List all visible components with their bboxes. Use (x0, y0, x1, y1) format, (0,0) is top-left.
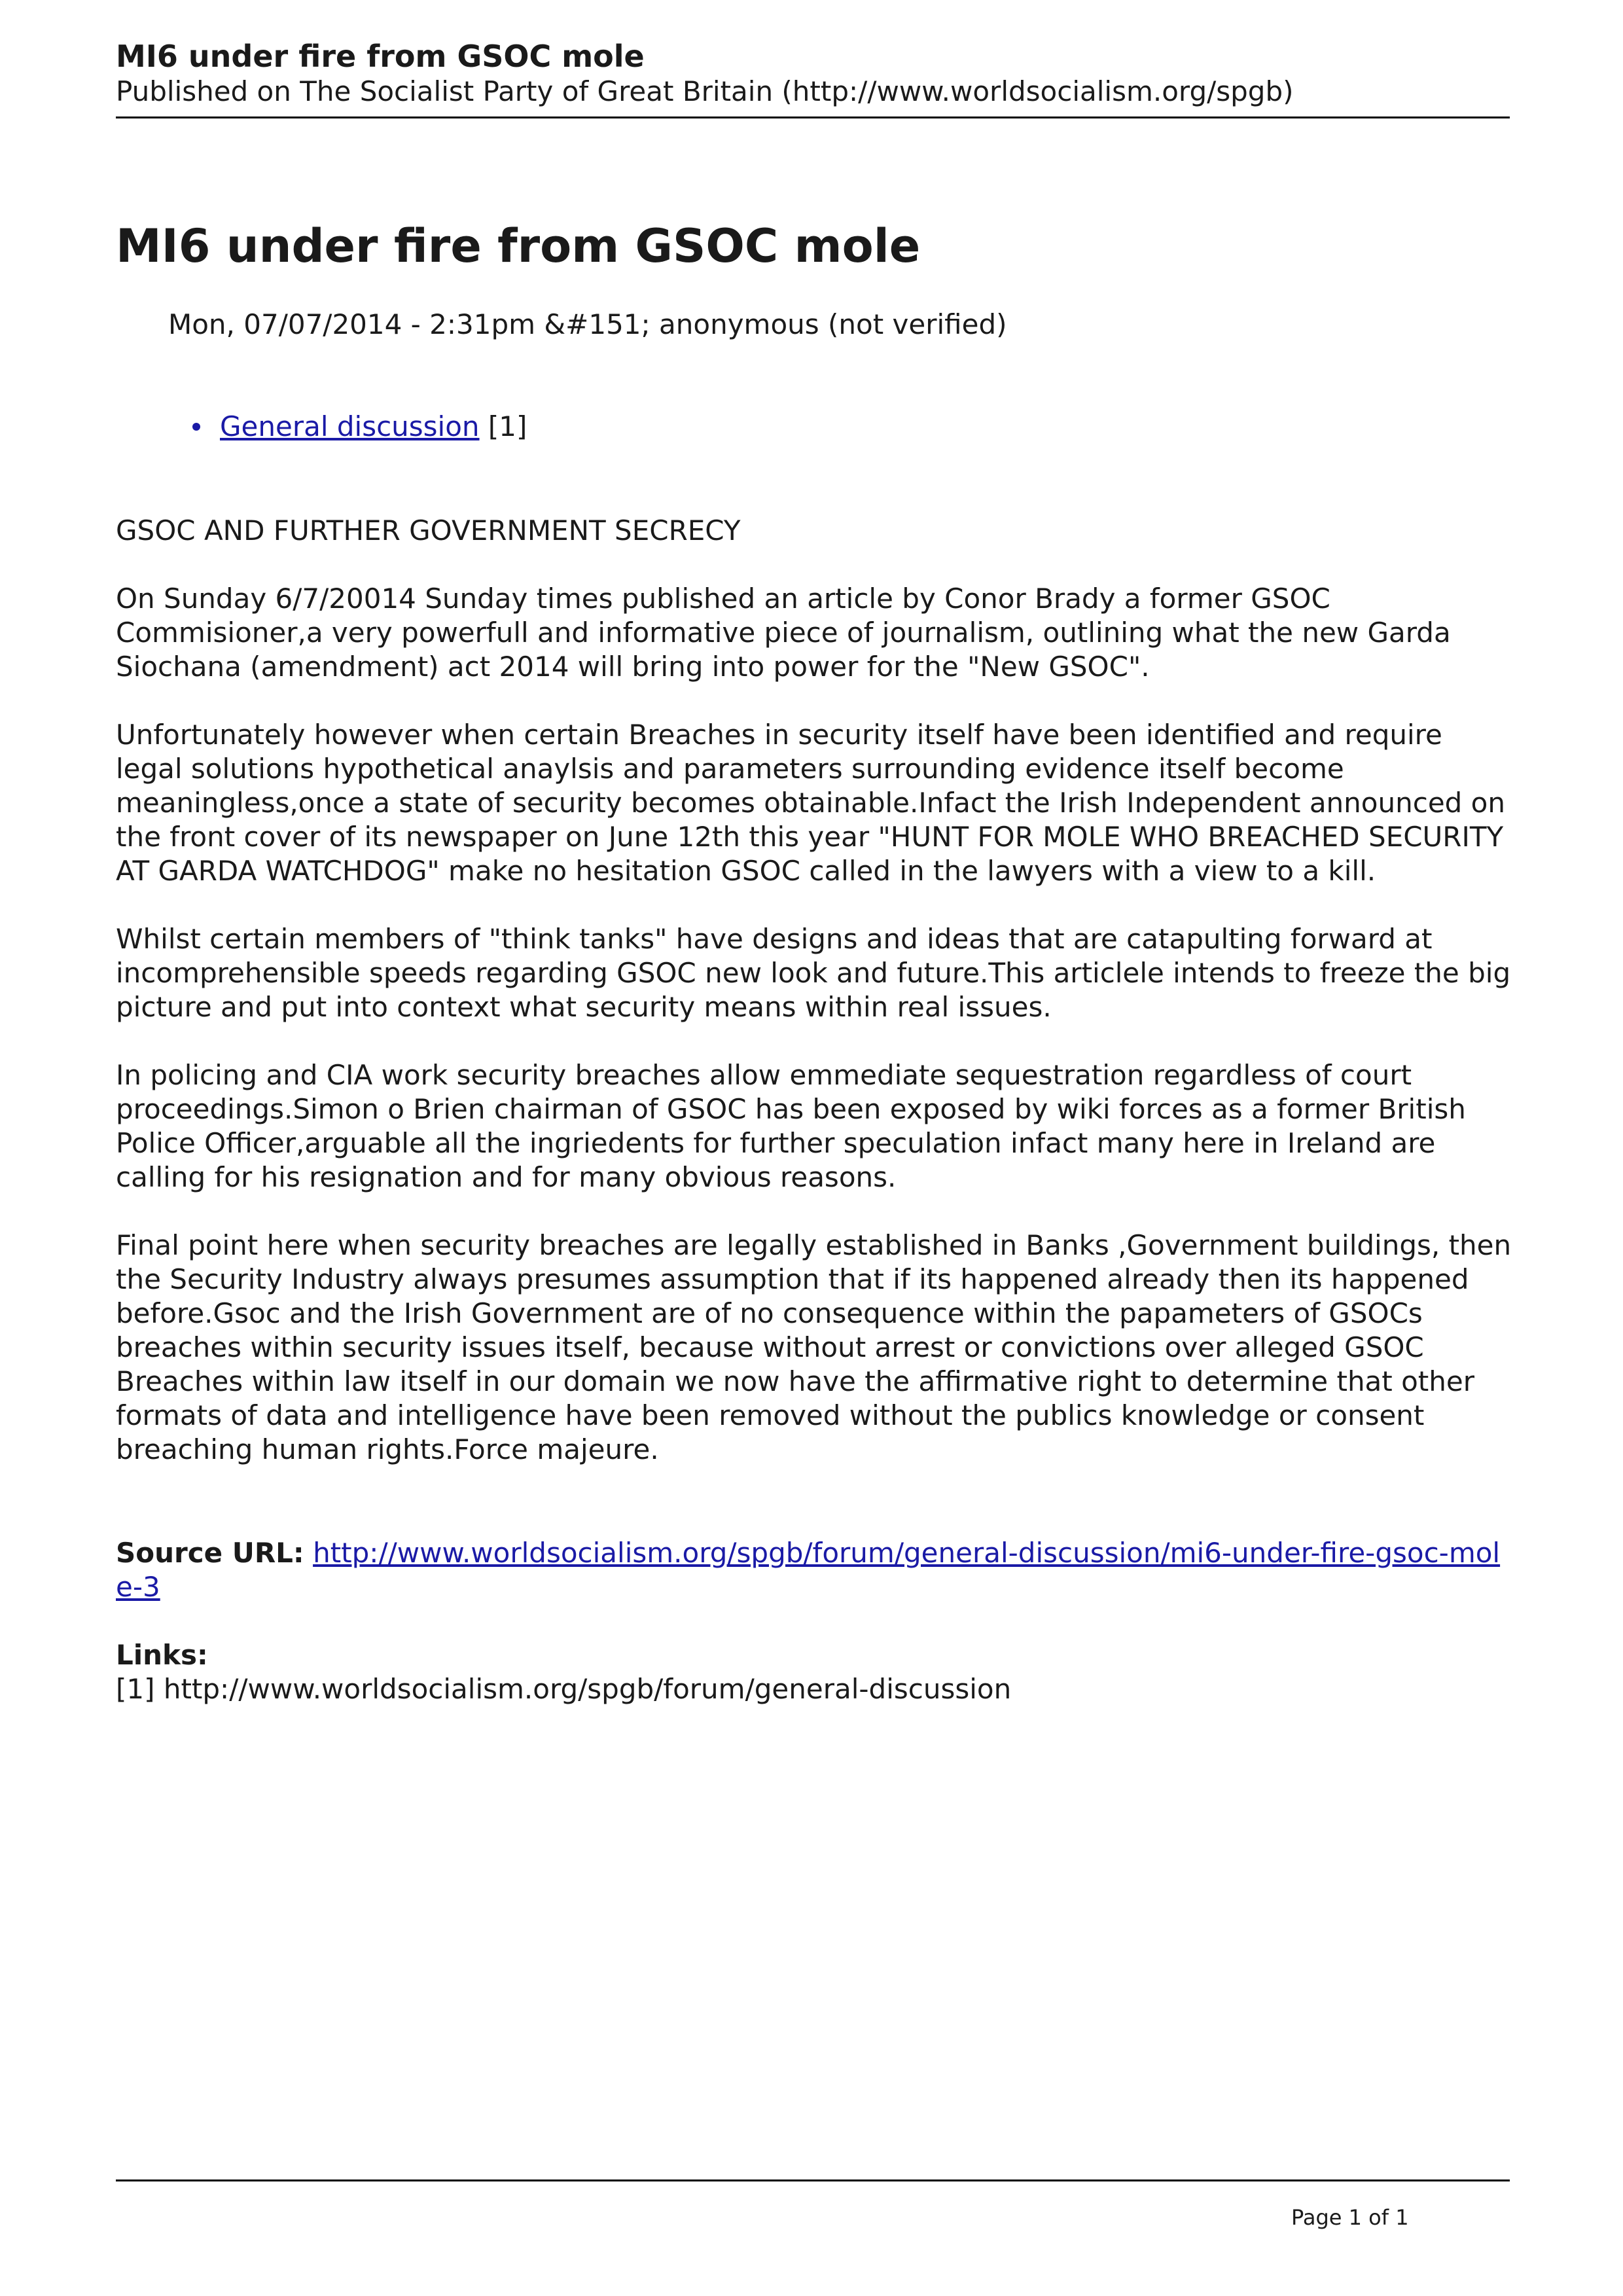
source-url-link[interactable]: http://www.worldsocialism.org/spgb/forum/general-discussion/mi6-under-fire-gsoc-mole-3 (116, 1537, 1501, 1603)
list-item (220, 410, 527, 444)
page-title: MI6 under fire from GSOC mole (116, 219, 921, 273)
page-number: Page 1 of 1 (1291, 2205, 1409, 2230)
article-paragraph: Unfortunately however when certain Breaches in security itself have been identified and require legal solutions hypothetical anaylsis and parameters surrounding evidence itself become meaningless,once a state of security becomes obtainable.Infact the Irish Independent announced on the front cover of its newspaper on June 12th this year "HUNT FOR MOLE WHO BREACHED SECURITY AT GARDA WATCHDOG" make no hesitation GSOC called in the lawyers with a view to a kill. (116, 719, 1505, 887)
link-reference: [1] http://www.worldsocialism.org/spgb/forum/general-discussion (116, 1673, 1012, 1705)
footer-divider (116, 2179, 1510, 2181)
header-title: MI6 under fire from GSOC mole (116, 39, 645, 74)
taxonomy-list (220, 410, 527, 444)
print-header (116, 38, 1510, 109)
article-heading-paragraph: GSOC AND FURTHER GOVERNMENT SECRECY (116, 514, 741, 547)
bullet-icon (192, 423, 200, 431)
category-link[interactable]: General discussion (220, 410, 480, 442)
source-url-block (116, 1536, 1516, 1604)
article-paragraph: Whilst certain members of "think tanks" have designs and ideas that are catapulting forward at incomprehensible speeds regarding GSOC new look and future.This articlele intends to freeze the big picture and put into context what security means within real issues. (116, 923, 1511, 1023)
header-divider (116, 117, 1510, 118)
article-paragraph: In policing and CIA work security breaches allow emmediate sequestration regardless of court proceedings.Simon o Brien chairman of GSOC has been exposed by wiki forces as a former British Police Officer,arguable all the ingriedents for further speculation infact many here in Ireland are calling for his resignation and for many obvious reasons. (116, 1059, 1466, 1193)
links-label: Links: (116, 1639, 208, 1671)
article-paragraph: On Sunday 6/7/20014 Sunday times published an article by Conor Brady a former GSOC Commisioner,a very powerfull and informative piece of journalism, outlining what the new Garda Siochana (amendment) act 2014 will bring into power for the "New GSOC". (116, 583, 1451, 683)
article-paragraph: Final point here when security breaches are legally established in Banks ,Government buildings, then the Security Industry always presumes assumption that if its happened already then its happened before.Gsoc and the Irish Government are of no consequence within the papameters of GSOCs breaches within security issues itself, because without arrest or convictions over alleged GSOC Breaches within law itself in our domain we now have the affirmative right to determine that other formats of data and intelligence have been removed without the publics knowledge or consent breaching human rights.Force majeure. (116, 1229, 1512, 1465)
header-published-line: Published on The Socialist Party of Great Britain (http://www.worldsocialism.org/spgb) (116, 75, 1294, 107)
links-block (116, 1638, 1516, 1706)
article-body (116, 514, 1516, 1501)
post-meta: Mon, 07/07/2014 - 2:31pm &#151; anonymous (not verified) (168, 308, 1007, 340)
footnote-ref: [1] (488, 410, 527, 442)
source-url-label: Source URL: (116, 1537, 304, 1569)
